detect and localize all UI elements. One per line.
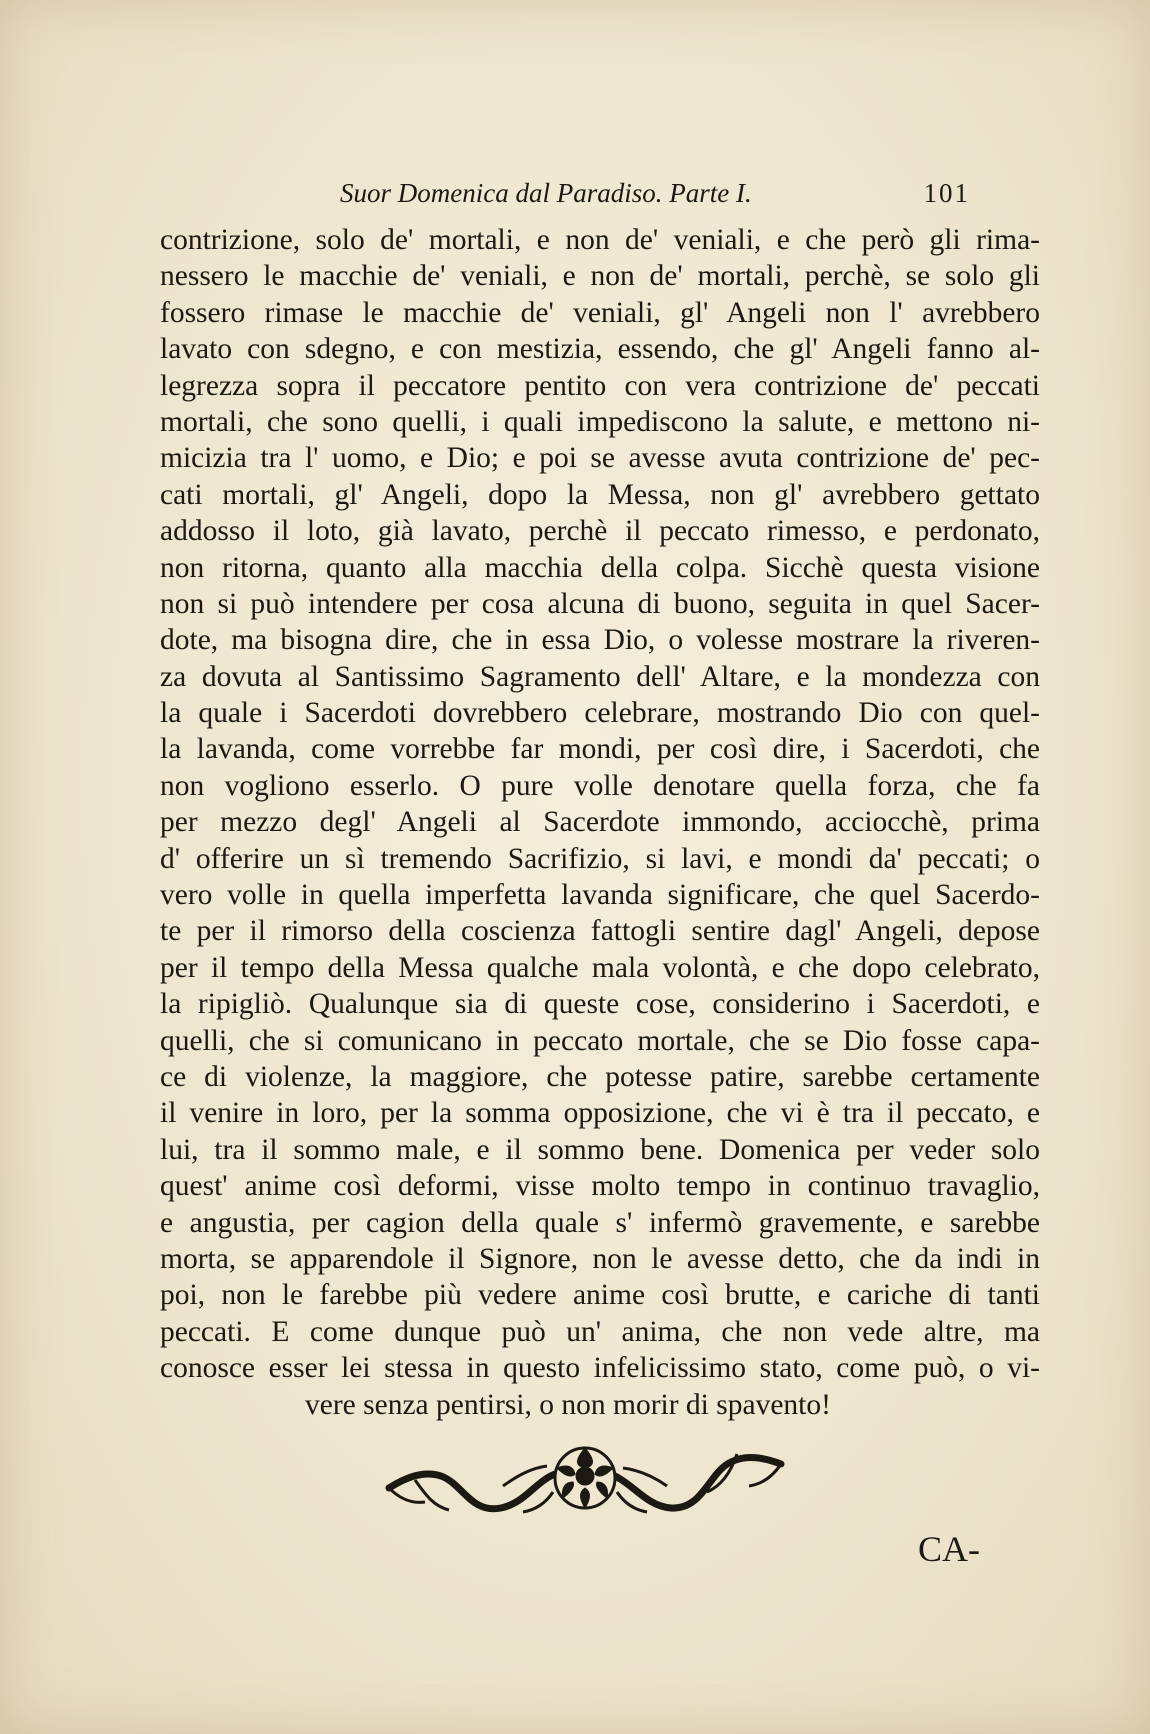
page-number: 101 <box>923 178 970 208</box>
text-line: te per il rimorso della coscienza fattogli sentire dagl' Angeli, depose <box>160 915 1040 948</box>
text-line: per mezzo degl' Angeli al Sacerdote immondo, acciocchè, prima <box>160 806 1040 839</box>
text-line: nessero le macchie de' veniali, e non de' mortali, perchè, se solo gli <box>160 260 1040 293</box>
text-line: legrezza sopra il peccatore pentito con vera contrizione de' peccati <box>160 369 1040 402</box>
text-line: d' offerire un sì tremendo Sacrifizio, si lavi, e mondi da' peccati; o <box>160 842 1040 875</box>
text-line: non ritorna, quanto alla macchia della colpa. Sicchè questa visione <box>160 551 1040 584</box>
text-line: e angustia, per cagion della quale s' infermò gravemente, e sarebbe <box>160 1206 1040 1239</box>
text-line: non vogliono esserlo. O pure volle denotare quella forza, che fa <box>160 769 1040 802</box>
text-line: micizia tra l' uomo, e Dio; e poi se avesse avuta contrizione de' pec- <box>160 442 1040 475</box>
text-line: peccati. E come dunque può un' anima, che non vede altre, ma <box>160 1315 1040 1348</box>
catchword: CA- <box>918 1529 980 1569</box>
ribbon-rosette-ornament-icon <box>385 1426 785 1526</box>
text-line: contrizione, solo de' mortali, e non de' veniali, e che però gli rima- <box>160 224 1040 256</box>
text-line: poi, non le farebbe più vedere anime così brutte, e cariche di tanti <box>160 1279 1040 1312</box>
text-line: cati mortali, gl' Angeli, dopo la Messa, non gl' avrebbero gettato <box>160 478 1040 511</box>
text-line: non si può intendere per cosa alcuna di buono, seguita in quel Sacer- <box>160 587 1040 620</box>
text-line: il venire in loro, per la somma opposizione, che vi è tra il peccato, e <box>160 1097 1040 1130</box>
text-line: la quale i Sacerdoti dovrebbero celebrare, mostrando Dio con quel- <box>160 697 1040 730</box>
body-text <box>160 222 1040 1423</box>
text-line: fossero rimase le macchie de' veniali, gl' Angeli non l' avrebbero <box>160 296 1040 329</box>
text-line: la ripigliò. Qualunque sia di queste cose, considerino i Sacerdoti, e <box>160 988 1040 1021</box>
text-line: lavato con sdegno, e con mestizia, essendo, che gl' Angeli fanno al- <box>160 333 1040 366</box>
text-line: lui, tra il sommo male, e il sommo bene. Domenica per veder solo <box>160 1133 1040 1166</box>
text-line: quest' anime così deformi, visse molto tempo in continuo travaglio, <box>160 1170 1040 1203</box>
text-line: addosso il loto, già lavato, perchè il peccato rimesso, e perdonato, <box>160 515 1040 548</box>
text-line: conosce esser lei stessa in questo infelicissimo stato, come può, o vi- <box>160 1352 1040 1385</box>
text-line: mortali, che sono quelli, i quali impediscono la salute, e mettono ni- <box>160 405 1040 438</box>
text-line: za dovuta al Santissimo Sagramento dell' Altare, e la mondezza con <box>160 660 1040 693</box>
text-line: morta, se apparendole il Signore, non le avesse detto, che da indi in <box>160 1242 1040 1275</box>
running-head <box>340 178 980 218</box>
text-line: per il tempo della Messa qualche mala volontà, e che dopo celebrato, <box>160 951 1040 984</box>
text-line-last: vere senza pentirsi, o non morir di spavento! <box>305 1388 831 1421</box>
text-line: quelli, che si comunicano in peccato mortale, che se Dio fosse capa- <box>160 1024 1040 1057</box>
text-line: la lavanda, come vorrebbe far mondi, per così dire, i Sacerdoti, che <box>160 733 1040 766</box>
text-line: vero volle in quella imperfetta lavanda significare, che quel Sacerdo- <box>160 879 1040 912</box>
running-title: Suor Domenica dal Paradiso. Parte I. <box>340 178 752 208</box>
text-line: dote, ma bisogna dire, che in essa Dio, o volesse mostrare la riveren- <box>160 624 1040 657</box>
text-line: ce di violenze, la maggiore, che potesse patire, sarebbe certamente <box>160 1060 1040 1093</box>
